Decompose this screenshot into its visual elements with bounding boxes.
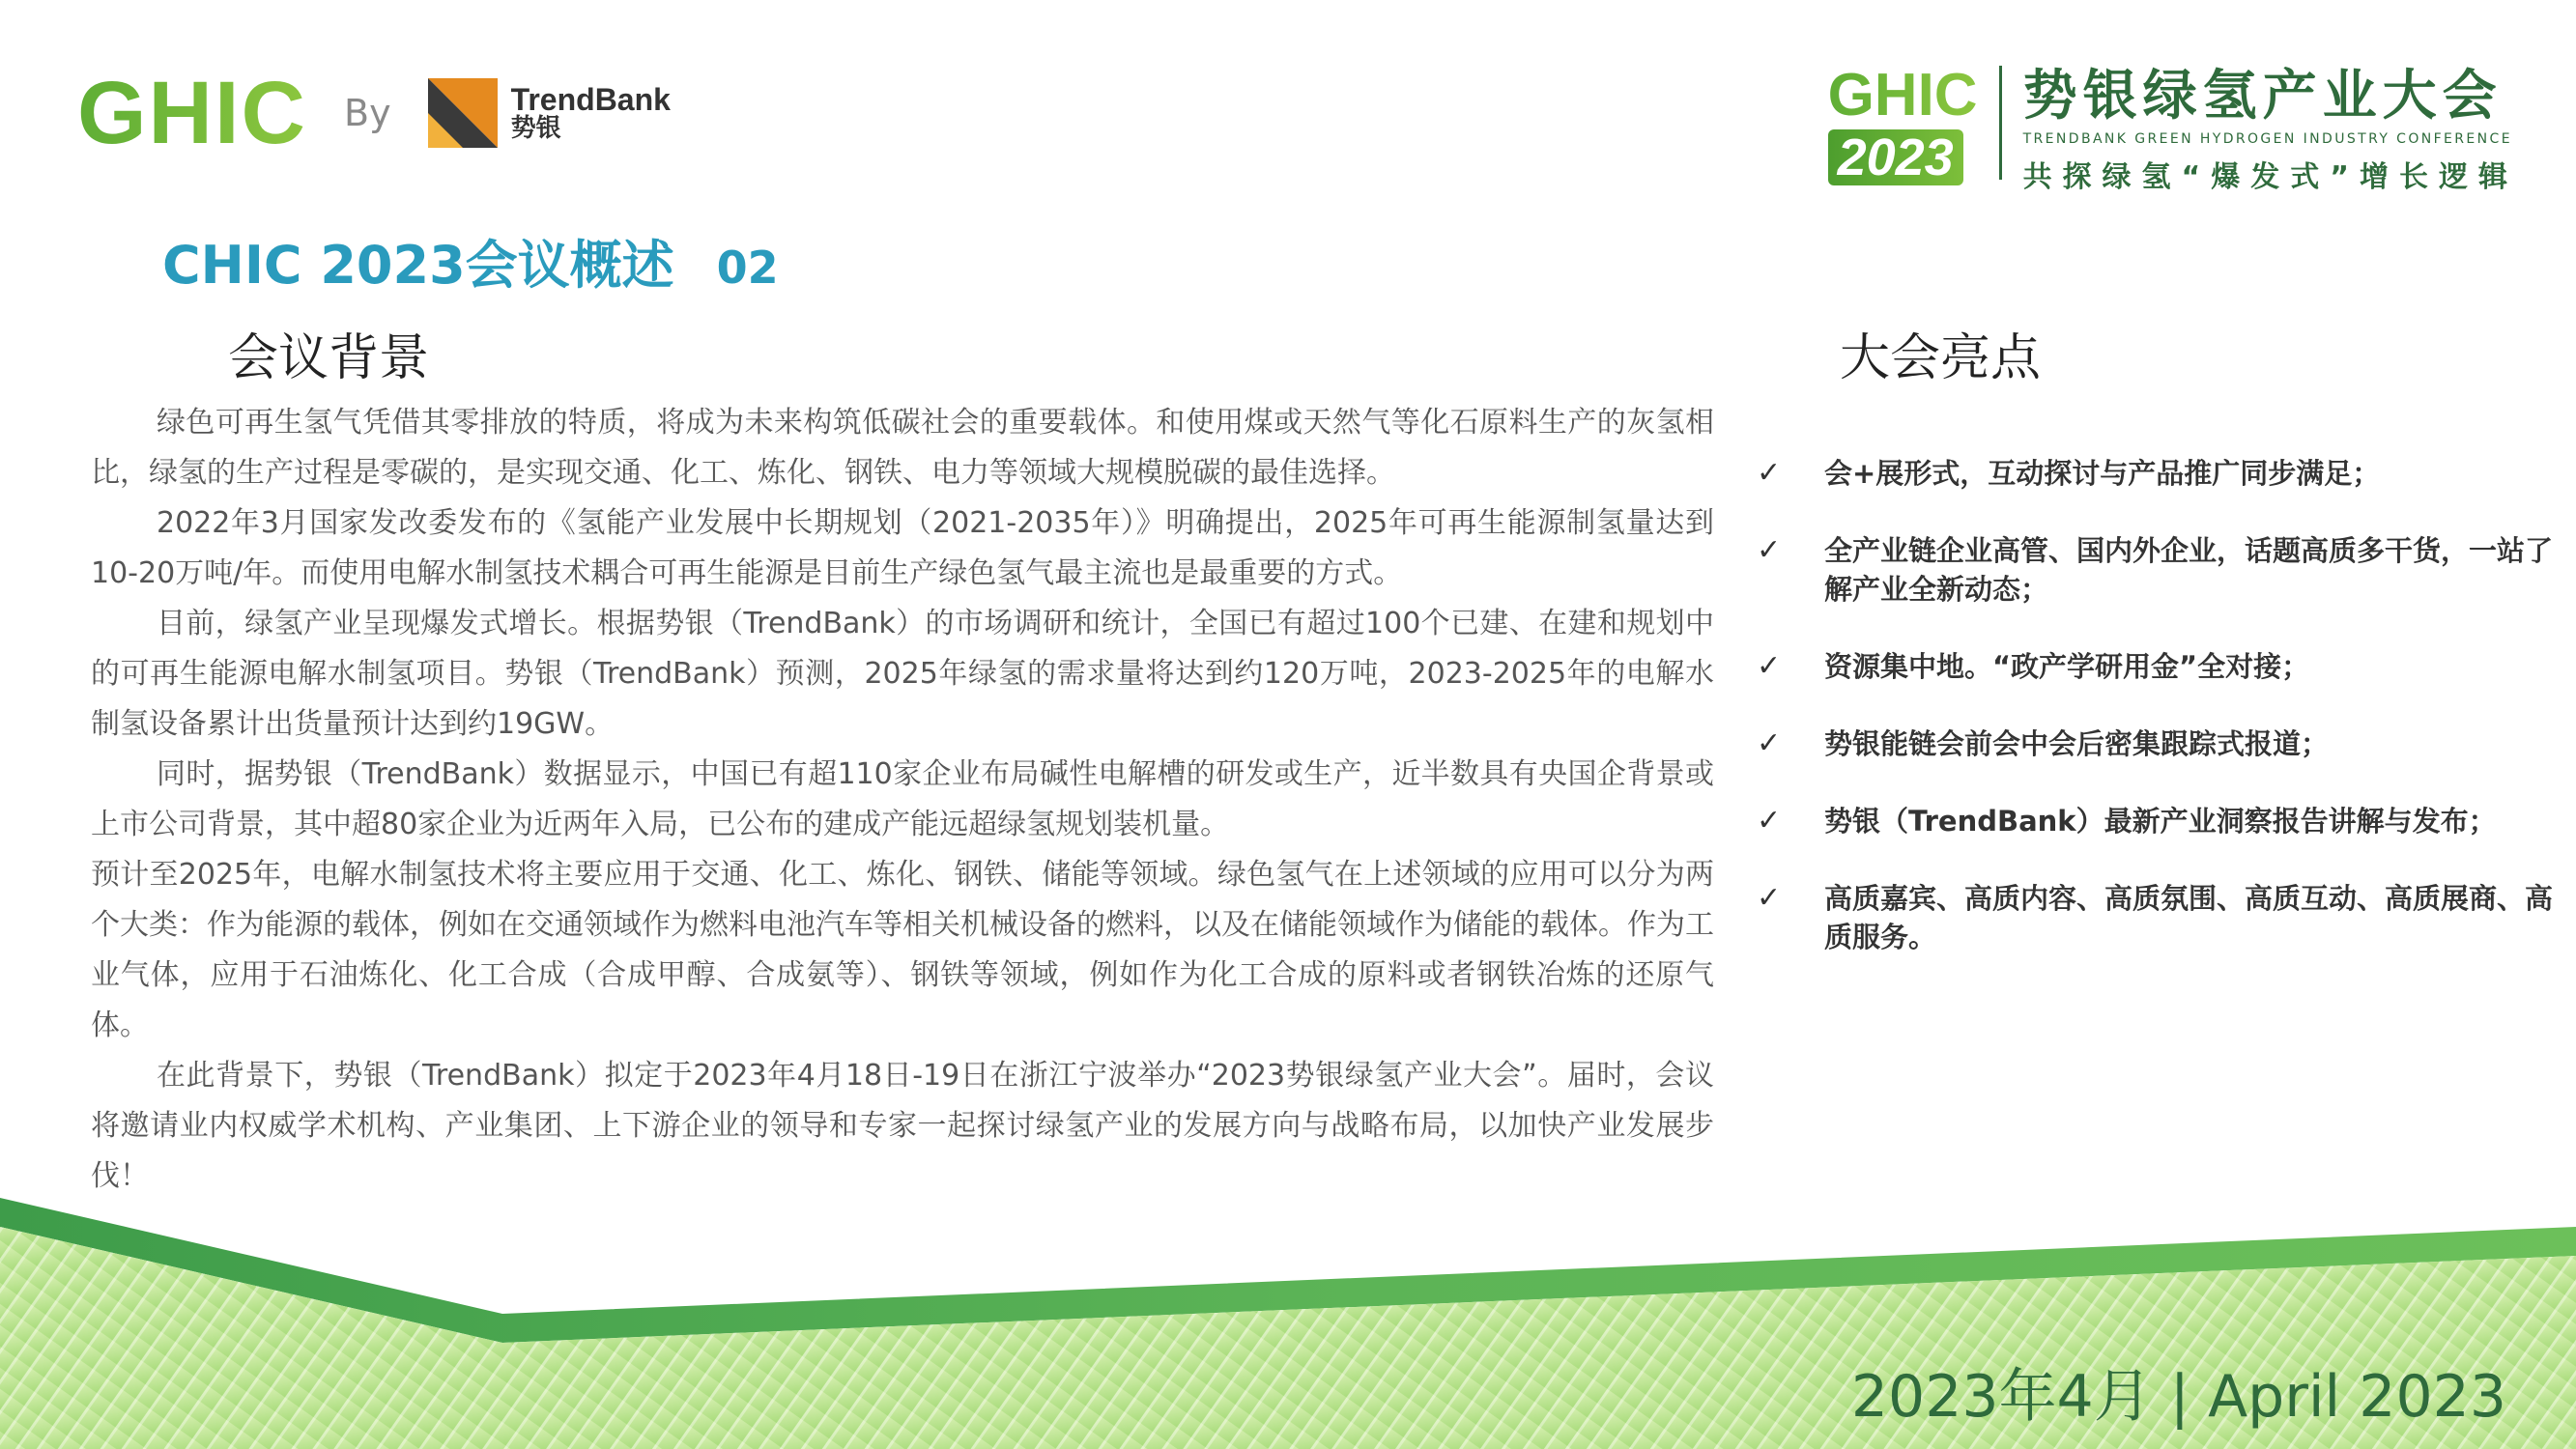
conference-text (2023, 66, 2518, 195)
check-icon: ✓ (1757, 726, 1782, 760)
background-heading: 会议背景 (228, 329, 430, 387)
trendbank-logo-icon (428, 78, 498, 148)
page-title (162, 224, 779, 298)
check-icon: ✓ (1757, 533, 1782, 567)
highlight-text: 势银能链会前会中会后密集跟踪式报道； (1824, 727, 2330, 760)
check-icon: ✓ (1757, 804, 1782, 838)
background-paragraph: 预计至2025年，电解水制氢技术将主要应用于交通、化工、炼化、钢铁、储能等领域。绿色氢气在上述领域的应用可以分为两个大类：作为能源的载体，例如在交通领域作为燃料电池汽车等相关机械设备的燃料，以及在储能领域作为储能的载体。作为工业气体，应用于石油炼化、化工合成（合成甲醇、合成氨等）、钢铁等领域，例如作为化工合成的原料或者钢铁冶炼的还原气体。 (91, 858, 1714, 1042)
ghic-logo: GHIC (77, 64, 307, 162)
highlight-item (1757, 454, 2559, 493)
background-paragraph: 绿色可再生氢气凭借其零排放的特质，将成为未来构筑低碳社会的重要载体。和使用煤或天然气等化石原料生产的灰氢相比，绿氢的生产过程是零碳的，是实现交通、化工、炼化、钢铁、电力等领域大规模脱碳的最佳选择。 (91, 406, 1714, 490)
highlight-item (1757, 647, 2559, 686)
conference-logo (1827, 62, 2518, 195)
highlight-text: 会+展形式，互动探讨与产品推广同步满足； (1824, 457, 2381, 490)
highlights-list (1757, 454, 2559, 995)
check-icon: ✓ (1757, 456, 1782, 490)
highlight-item (1757, 724, 2559, 763)
ghic-year-block (1827, 62, 1978, 186)
check-icon: ✓ (1757, 649, 1782, 683)
highlight-item (1757, 802, 2559, 840)
page-title-text: CHIC 2023会议概述 (162, 235, 674, 296)
footer-date: 2023年4月 | April 2023 (1850, 1363, 2506, 1431)
by-label: By (344, 92, 391, 134)
highlight-text: 高质嘉宾、高质内容、高质氛围、高质互动、高质展商、高质服务。 (1824, 882, 2554, 953)
background-paragraph: 2022年3月国家发改委发布的《氢能产业发展中长期规划（2021-2035年）》明确提出，2025年可再生能源制氢量达到10-20万吨/年。而使用电解水制氢技术耦合可再生能源是目前生产绿色氢气最主流也是最重要的方式。 (91, 506, 1714, 590)
header-left-logo (77, 60, 671, 166)
logo-divider (1999, 66, 2002, 180)
trendbank-wordmark (510, 81, 671, 144)
check-icon: ✓ (1757, 881, 1782, 915)
conference-subtitle-en: TRENDBANK GREEN HYDROGEN INDUSTRY CONFERENCE (2022, 131, 2512, 148)
highlight-item (1757, 531, 2559, 609)
highlight-item (1757, 879, 2559, 956)
highlight-text: 资源集中地。“政产学研用金”全对接； (1824, 650, 2310, 683)
background-paragraph: 同时，据势银（TrendBank）数据显示，中国已有超110家企业布局碱性电解槽的研发或生产，近半数具有央国企背景或上市公司背景，其中超80家企业为近两年入局，已公布的建成产能远超绿氢规划装机量。 (91, 757, 1714, 841)
conference-slogan: 共探绿氢“爆发式”增长逻辑 (2022, 160, 2518, 195)
highlight-text: 势银（TrendBank）最新产业洞察报告讲解与发布； (1824, 805, 2497, 838)
trendbank-name: TrendBank (510, 81, 671, 117)
conference-title: 势银绿氢产业大会 (2022, 65, 2503, 128)
highlights-heading: 大会亮点 (1840, 329, 2042, 387)
ghic-small-logo: GHIC (1827, 62, 1978, 128)
year-badge: 2023 (1828, 129, 1963, 185)
highlight-text: 全产业链企业高管、国内外企业，话题高质多干货，一站了解产业全新动态； (1824, 534, 2554, 606)
trendbank-cn-name: 势银 (510, 114, 561, 144)
page-number: 02 (716, 242, 779, 294)
background-paragraph: 在此背景下，势银（TrendBank）拟定于2023年4月18日-19日在浙江宁波举办“2023势银绿氢产业大会”。届时，会议将邀请业内权威学术机构、产业集团、上下游企业的领导和专家一起探讨绿氢产业的发展方向与战略布局，以加快产业发展步伐！ (91, 1059, 1714, 1193)
background-paragraph: 目前，绿氢产业呈现爆发式增长。根据势银（TrendBank）的市场调研和统计，全国已有超过100个已建、在建和规划中的可再生能源电解水制氢项目。势银（TrendBank）预测，2025年绿氢的需求量将达到约120万吨，2023-2025年的电解水制氢设备累计出货量预计达到约19GW。 (91, 607, 1714, 741)
background-body (91, 398, 1714, 1202)
